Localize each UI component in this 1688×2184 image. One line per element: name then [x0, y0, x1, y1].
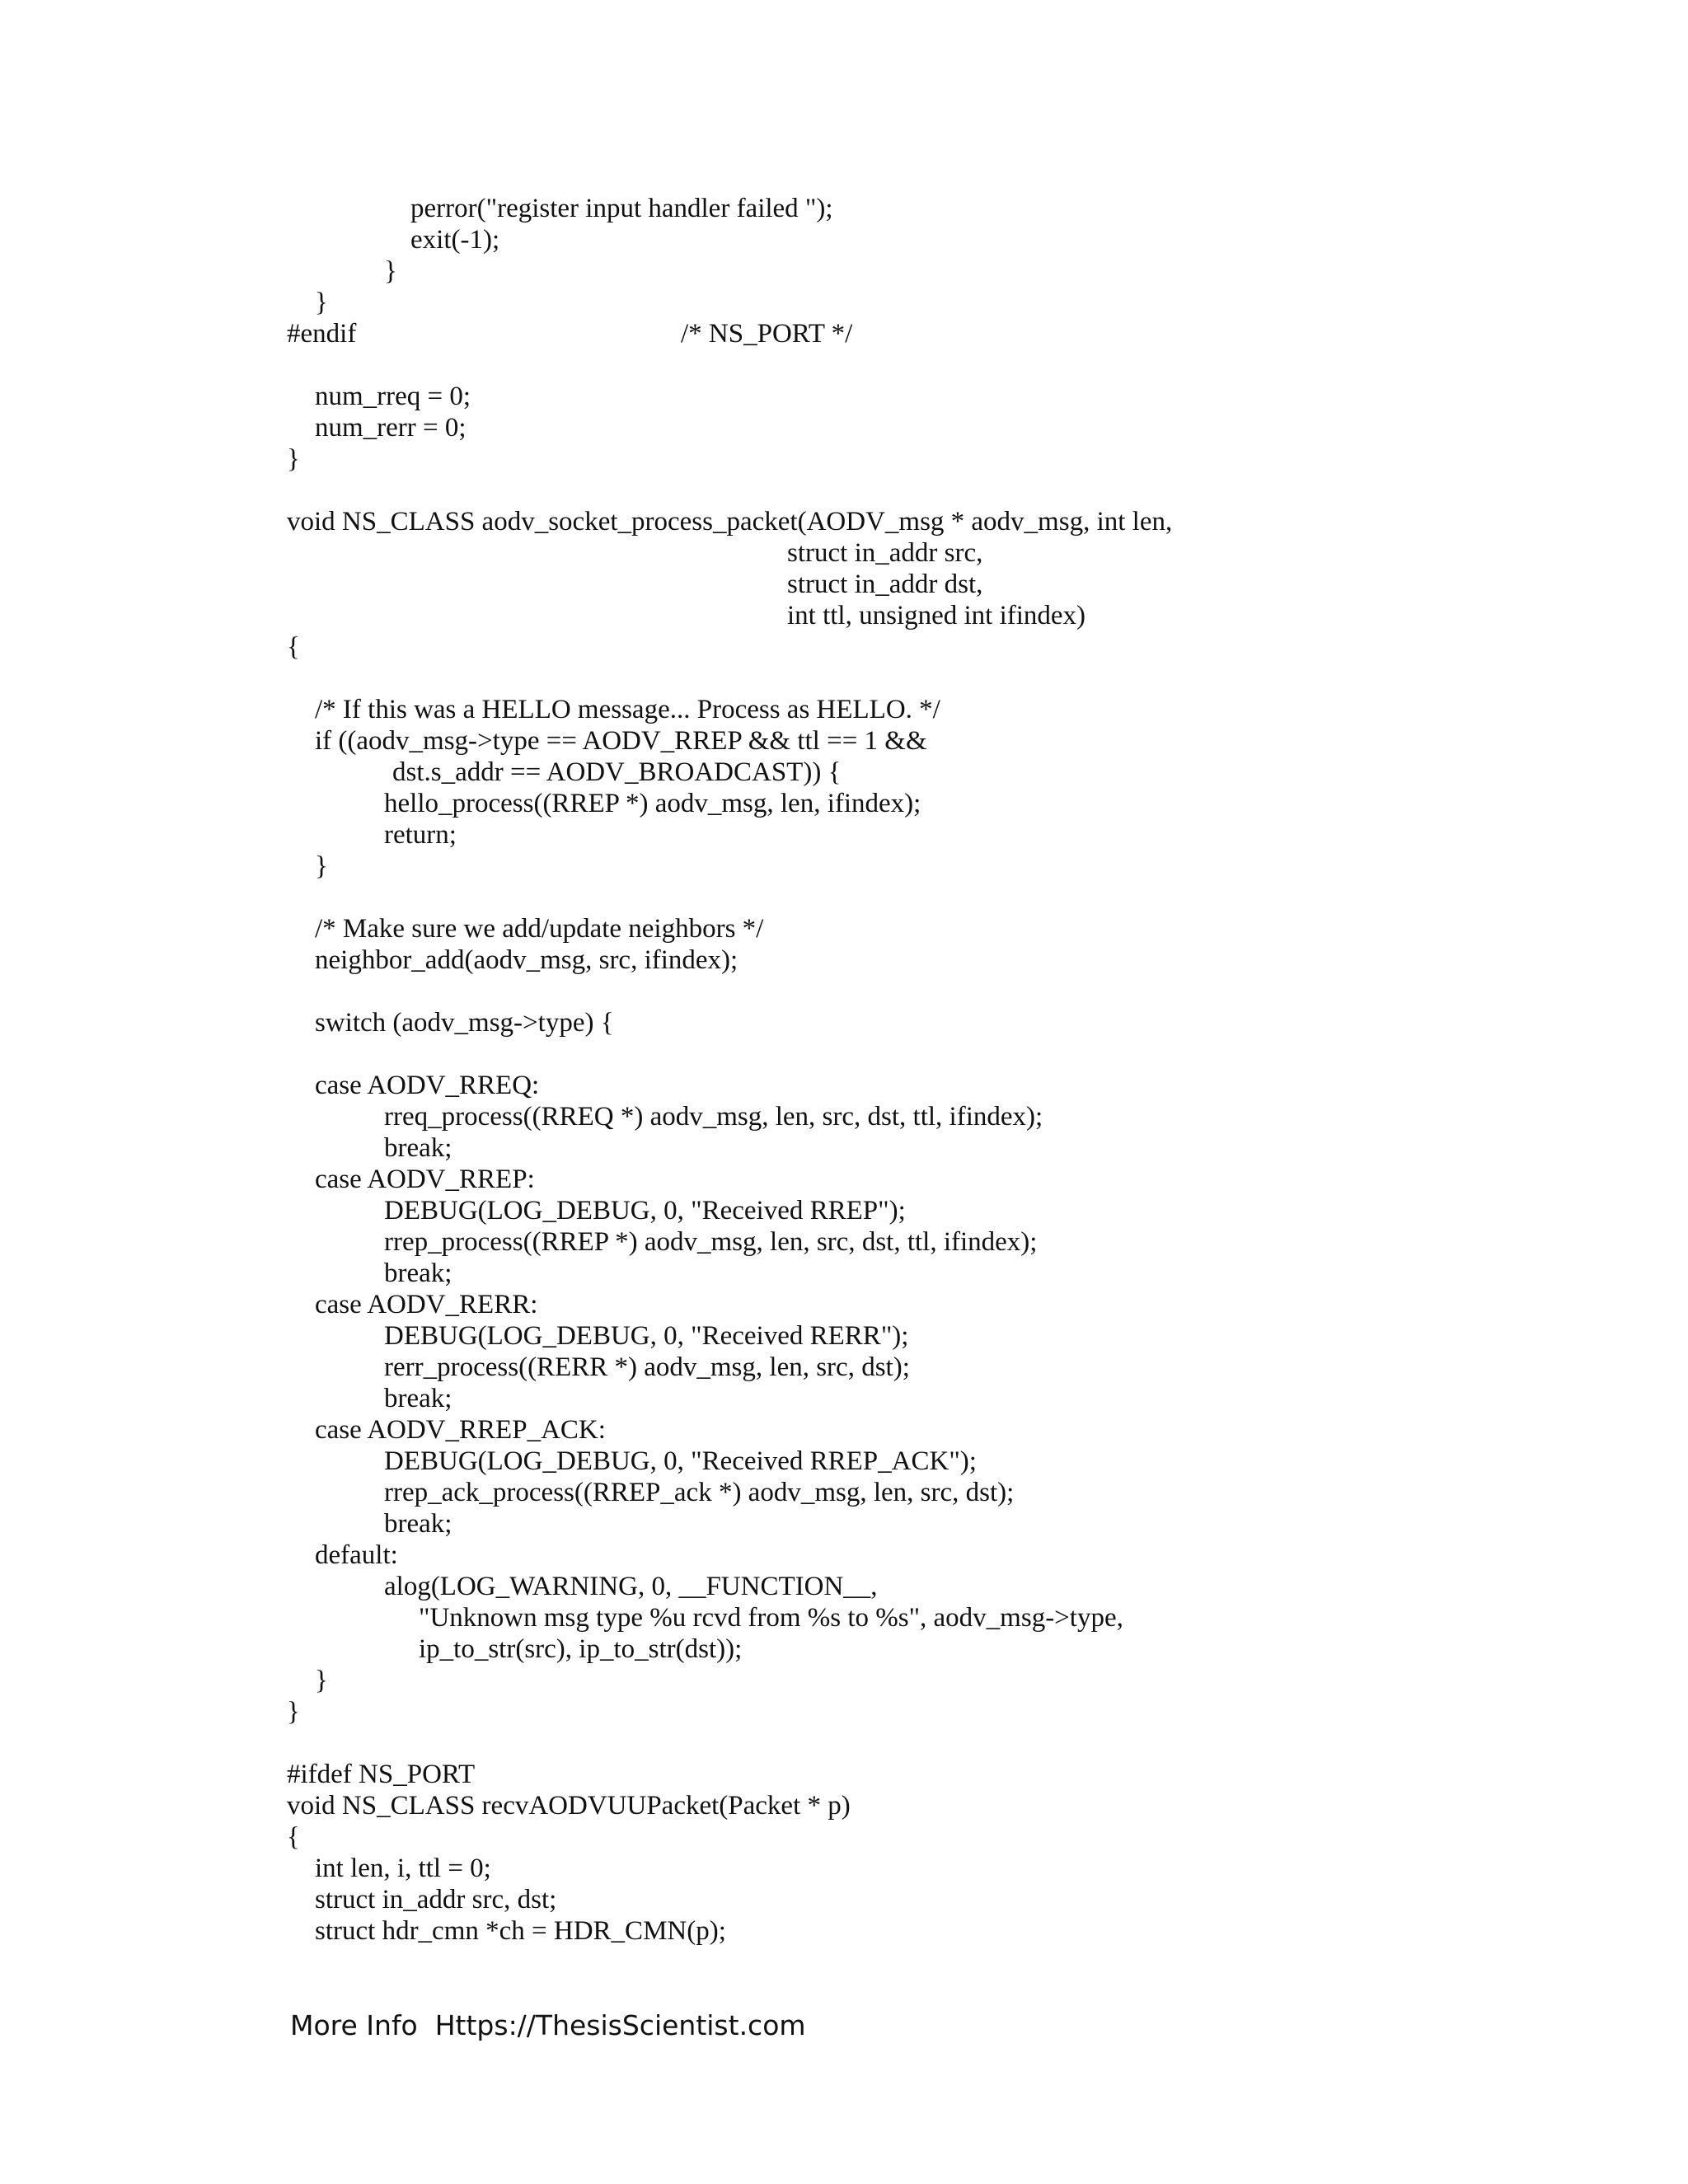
code-line: { — [287, 632, 300, 662]
code-line: switch (aodv_msg->type) { — [315, 1008, 614, 1038]
code-line: #ifdef NS_PORT — [287, 1760, 476, 1789]
code-line: break; — [384, 1384, 452, 1413]
code-line: if ((aodv_msg->type == AODV_RREP && ttl == 1 && — [315, 726, 927, 756]
code-line: } — [315, 288, 328, 317]
code-line: rerr_process((RERR *) aodv_msg, len, src, dst); — [384, 1352, 910, 1382]
code-line: } — [315, 851, 328, 881]
code-line: /* NS_PORT */ — [681, 319, 853, 349]
code-line: num_rerr = 0; — [315, 413, 467, 443]
code-line: hello_process((RREP *) aodv_msg, len, ifindex); — [384, 789, 921, 818]
code-line: case AODV_RREP: — [315, 1165, 535, 1194]
code-line: dst.s_addr == AODV_BROADCAST)) { — [392, 757, 842, 787]
code-line: struct in_addr src, — [787, 538, 983, 568]
code-line: /* Make sure we add/update neighbors */ — [315, 914, 764, 944]
code-line: break; — [384, 1133, 452, 1163]
code-line: exit(-1); — [410, 225, 500, 255]
code-line: "Unknown msg type %u rcvd from %s to %s", aodv_msg->type, — [419, 1603, 1123, 1633]
code-line: break; — [384, 1258, 452, 1288]
code-line: #endif — [287, 319, 357, 349]
code-line: int len, i, ttl = 0; — [315, 1854, 491, 1883]
code-line: rrep_process((RREP *) aodv_msg, len, src, dst, ttl, ifindex); — [384, 1227, 1038, 1257]
code-line: default: — [315, 1540, 398, 1570]
code-line: case AODV_RERR: — [315, 1290, 538, 1319]
code-line: struct in_addr src, dst; — [315, 1885, 557, 1915]
code-line: rrep_ack_process((RREP_ack *) aodv_msg, len, src, dst); — [384, 1478, 1015, 1507]
code-line: perror("register input handler failed "); — [410, 194, 833, 223]
code-line: } — [287, 1697, 300, 1727]
code-line: } — [384, 256, 397, 286]
code-line: DEBUG(LOG_DEBUG, 0, "Received RREP"); — [384, 1196, 906, 1226]
footer-more-info: More Info Https://ThesisScientist.com — [290, 2009, 806, 2041]
code-line: struct hdr_cmn *ch = HDR_CMN(p); — [315, 1916, 726, 1946]
code-line: DEBUG(LOG_DEBUG, 0, "Received RERR"); — [384, 1321, 909, 1351]
code-line: void NS_CLASS recvAODVUUPacket(Packet * p) — [287, 1791, 851, 1821]
code-line: rreq_process((RREQ *) aodv_msg, len, src, dst, ttl, ifindex); — [384, 1102, 1043, 1132]
code-line: { — [287, 1822, 300, 1852]
code-line: alog(LOG_WARNING, 0, __FUNCTION__, — [384, 1572, 878, 1601]
code-line: case AODV_RREQ: — [315, 1071, 540, 1100]
code-line: } — [287, 444, 300, 474]
code-line: neighbor_add(aodv_msg, src, ifindex); — [315, 945, 738, 975]
code-line: return; — [384, 820, 457, 850]
code-line: struct in_addr dst, — [787, 569, 983, 599]
code-line: void NS_CLASS aodv_socket_process_packet(AODV_msg * aodv_msg, int len, — [287, 507, 1173, 537]
code-line: case AODV_RREP_ACK: — [315, 1415, 606, 1445]
code-line: /* If this was a HELLO message... Process as HELLO. */ — [315, 695, 940, 724]
code-line: int ttl, unsigned int ifindex) — [787, 601, 1086, 630]
code-line: DEBUG(LOG_DEBUG, 0, "Received RREP_ACK"); — [384, 1446, 977, 1476]
code-line: ip_to_str(src), ip_to_str(dst)); — [419, 1634, 743, 1664]
code-line: num_rreq = 0; — [315, 382, 471, 411]
code-line: break; — [384, 1509, 452, 1539]
code-line: } — [315, 1666, 328, 1695]
